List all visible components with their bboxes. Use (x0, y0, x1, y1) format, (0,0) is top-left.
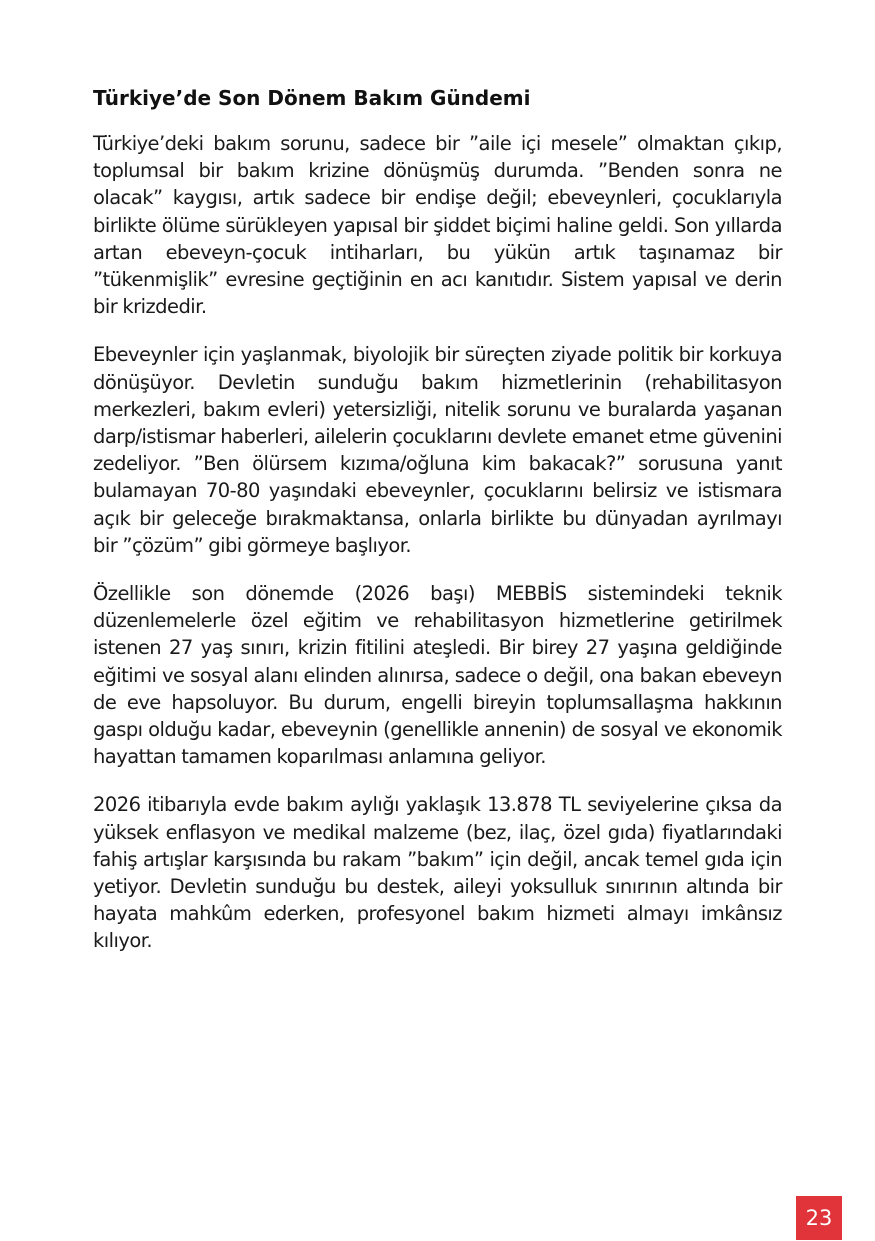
body-paragraph-4: 2026 itibarıyla evde bakım aylığı yaklaşık 13.878 TL seviyelerine çıksa da yüksek enflasyon ve medikal malzeme (bez, ilaç, özel gıda) fiyatlarındaki fahiş artışlar karşısında bu rakam ”bakım” için değil, ancak temel gıda için yetiyor. Devletin sunduğu bu destek, aileyi yoksulluk sınırının altında bir hayata mahkûm ederken, profesyonel bakım hizmeti almayı imkânsız kılıyor. (93, 793, 782, 953)
body-paragraph-3: Özellikle son dönemde (2026 başı) MEBBİS sistemindeki teknik düzenlemelerle özel eğitim ve rehabilitasyon hizmetlerine getirilmek istenen 27 yaş sınırı, krizin fitilini ateşledi. Bir birey 27 yaşına geldiğinde eğitimi ve sosyal alanı elinden alınırsa, sadece o değil, ona bakan ebeveyn de eve hapsoluyor. Bu durum, engelli bireyin toplumsallaşma hakkının gaspı olduğu kadar, ebeveynin (genellikle annenin) de sosyal ve ekonomik hayattan tamamen koparılması anlamına geliyor. (93, 582, 782, 769)
section-heading: Türkiye’de Son Dönem Bakım Gündemi (93, 86, 531, 110)
page-number-badge: 23 (796, 1196, 842, 1240)
body-paragraph-1: Türkiye’deki bakım sorunu, sadece bir ”aile içi mesele” olmaktan çıkıp, toplumsal bir bakım krizine dönüşmüş durumda. ”Benden sonra ne olacak” kaygısı, artık sadece bir endişe değil; ebeveynleri, çocuklarıyla birlikte ölüme sürükleyen yapısal bir şiddet biçimi haline geldi. Son yıllarda artan ebeveyn-çocuk intiharları, bu yükün artık taşınamaz bir ”tükenmişlik” evresine geçtiğinin en acı kanıtıdır. Sistem yapısal ve derin bir krizdedir. (93, 132, 782, 319)
page-content (93, 84, 782, 976)
body-paragraph-2: Ebeveynler için yaşlanmak, biyolojik bir süreçten ziyade politik bir korkuya dönüşüyor. Devletin sunduğu bakım hizmetlerinin (rehabilitasyon merkezleri, bakım evleri) yetersizliği, nitelik sorunu ve buralarda yaşanan darp/istismar haberleri, ailelerin çocuklarını devlete emanet etme güvenini zedeliyor. ”Ben ölürsem kızıma/oğluna kim bakacak?” sorusuna yanıt bulamayan 70-80 yaşındaki ebeveynler, çocuklarını belirsiz ve istismara açık bir geleceğe bırakmaktansa, onlarla birlikte bu dünyadan ayrılmayı bir ”çözüm” gibi görmeye başlıyor. (93, 343, 782, 557)
